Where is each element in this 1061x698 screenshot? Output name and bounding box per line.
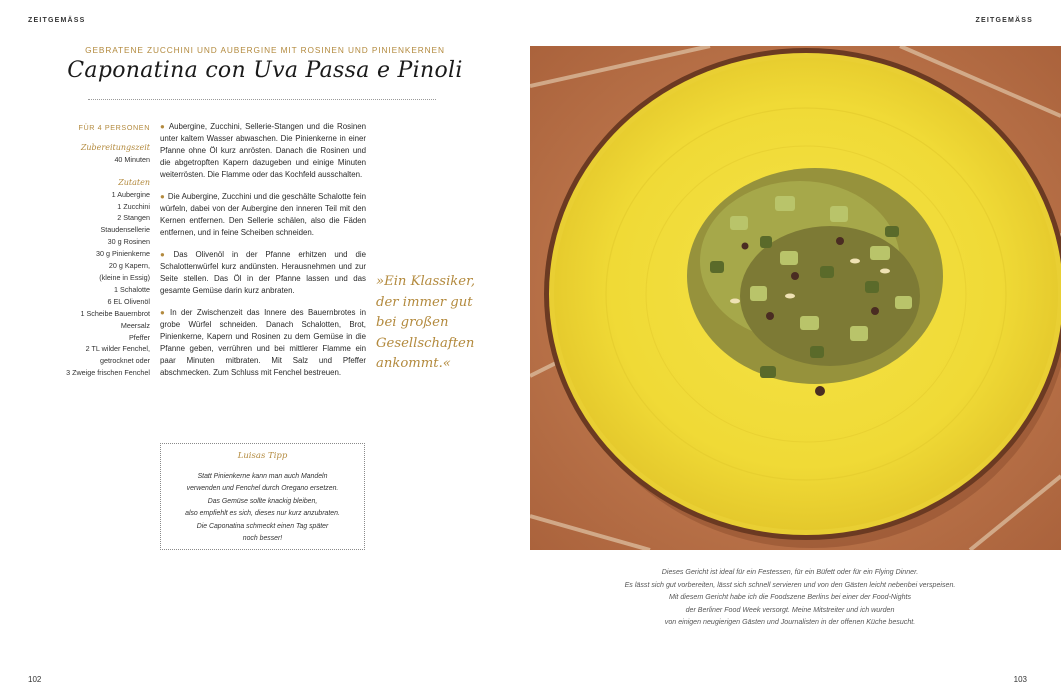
recipe-step-text: Das Olivenöl in der Pfanne erhitzen und die Schalottenwürfel kurz andünsten. Herausnehmen und zur Seite stellen. Das Öl in der Pfanne lassen und das gesamte Gemüse darin kurz anbraten.	[160, 250, 366, 295]
recipe-title: Caponatina con Uva Passa e Pinoli	[67, 58, 463, 83]
ingredient-item: 6 EL Olivenöl	[107, 296, 150, 306]
servings: FÜR 4 PERSONEN	[78, 123, 150, 132]
running-head: ZEITGEMÄSS	[975, 17, 1033, 24]
title-divider	[88, 99, 436, 100]
bullet-icon: ●	[160, 192, 165, 201]
ingredient-list	[24, 189, 150, 380]
prep-time-label: Zubereitungszeit	[80, 142, 150, 152]
recipe-step	[160, 249, 366, 297]
tip-line: Das Gemüse sollte knackig bleiben,	[207, 497, 318, 505]
ingredients-label: Zutaten	[118, 177, 150, 187]
prep-time-value: 40 Minuten	[114, 154, 150, 164]
recipe-steps	[160, 121, 366, 389]
right-page	[530, 0, 1061, 698]
ingredient-item: 2 Stangen	[117, 213, 150, 223]
page-number: 103	[1013, 675, 1027, 684]
tip-title: Luisas Tipp	[237, 451, 288, 461]
recipe-step	[160, 307, 366, 379]
ingredient-item: Pfeffer	[128, 332, 150, 342]
ingredient-item: 1 Scheibe Bauernbrot	[80, 308, 150, 318]
recipe-step-text: In der Zwischenzeit das Innere des Bauernbrotes in grobe Würfel schneiden. Danach Schalotten, Brot, Pinienkerne, Kapern und Rosinen zu dem Gemüse in die Pfanne geben, verrühren und bei mittlerer Flamme ein paar Minuten mitbraten. Mit Salz und Pfeffer abschmecken. Zum Schluss mit Fenchel bestreuen.	[160, 308, 366, 377]
ingredient-item: getrocknet oder	[100, 356, 150, 366]
photo-caption	[570, 566, 1010, 629]
ingredient-item: Meersalz	[120, 320, 150, 330]
caption-line: Mit diesem Gericht habe ich die Foodszene Berlins bei einer der Food-Nights	[668, 593, 912, 602]
recipe-step	[160, 191, 366, 239]
ingredient-item: Staudensellerie	[100, 225, 150, 235]
ingredient-item: 3 Zweige frischen Fenchel	[66, 368, 150, 378]
ingredient-item: 30 g Rosinen	[107, 237, 150, 247]
tip-line: Die Caponatina schmeckt einen Tag später	[196, 522, 329, 530]
ingredient-item: 1 Zucchini	[117, 201, 150, 211]
ingredient-item: 20 g Kapern,	[108, 261, 150, 271]
ingredient-item: 2 TL wilder Fenchel,	[85, 344, 150, 354]
pull-quote: »Ein Klassiker, der immer gut bei großen Gesellschaften ankommt.«	[376, 274, 476, 371]
recipe-subtitle: GEBRATENE ZUCCHINI UND AUBERGINE MIT ROSINEN UND PINIENKERNEN	[85, 45, 445, 55]
left-page	[0, 0, 530, 698]
tip-body	[161, 471, 364, 545]
caponatina-plate-image	[530, 46, 1061, 550]
ingredient-item: (kleine in Essig)	[99, 272, 150, 282]
tip-line: noch besser!	[242, 535, 283, 543]
recipe-step	[160, 121, 366, 181]
caption-line: Es lässt sich gut vorbereiten, lässt sich schnell servieren und von den Gästen leicht nebenbei verspeisen.	[624, 580, 956, 589]
caption-line: von einigen neugierigen Gästen und Journalisten in der offenen Küche besucht.	[664, 618, 916, 627]
bullet-icon: ●	[160, 122, 166, 131]
caption-line: Dieses Gericht ist ideal für ein Festessen, für ein Büfett oder für ein Flying Dinner.	[661, 568, 919, 576]
tip-box	[160, 443, 365, 550]
ingredient-item: 1 Schalotte	[114, 284, 150, 294]
bullet-icon: ●	[160, 308, 168, 317]
ingredient-item: 30 g Pinienkerne	[96, 249, 150, 259]
ingredient-item: 1 Aubergine	[111, 189, 150, 199]
dish-photo	[530, 46, 1061, 550]
recipe-step-text: Aubergine, Zucchini, Sellerie-Stangen und die Rosinen unter kaltem Wasser abwaschen. Die Pinienkerne in einer Pfanne ohne Öl kurz anrösten. Danach die Rosinen und die abgetropften Kapern dazugeben und einige Minuten weiterrösten. Die Flamme oder das Kochfeld ausschalten.	[160, 122, 366, 179]
ingredients-column	[24, 122, 150, 379]
page-number: 102	[28, 675, 42, 684]
tip-line: also empfiehlt es sich, dieses nur kurz anzubraten.	[185, 510, 340, 518]
tip-line: Statt Pinienkerne kann man auch Mandeln	[197, 473, 328, 480]
caption-line: der Berliner Food Week versorgt. Meine Mitstreiter und ich wurden	[685, 605, 895, 614]
tip-line: verwenden und Fenchel durch Oregano ersetzen.	[186, 485, 339, 493]
running-head: ZEITGEMÄSS	[28, 17, 86, 24]
bullet-icon: ●	[160, 250, 171, 259]
recipe-step-text: Die Aubergine, Zucchini und die geschälte Schalotte fein würfeln, dabei von der Aubergine den inneren Teil mit den Kernen entfernen. Den Sellerie schälen, also die Fäden entfernen, und in feine Scheiben schneiden.	[160, 192, 366, 237]
